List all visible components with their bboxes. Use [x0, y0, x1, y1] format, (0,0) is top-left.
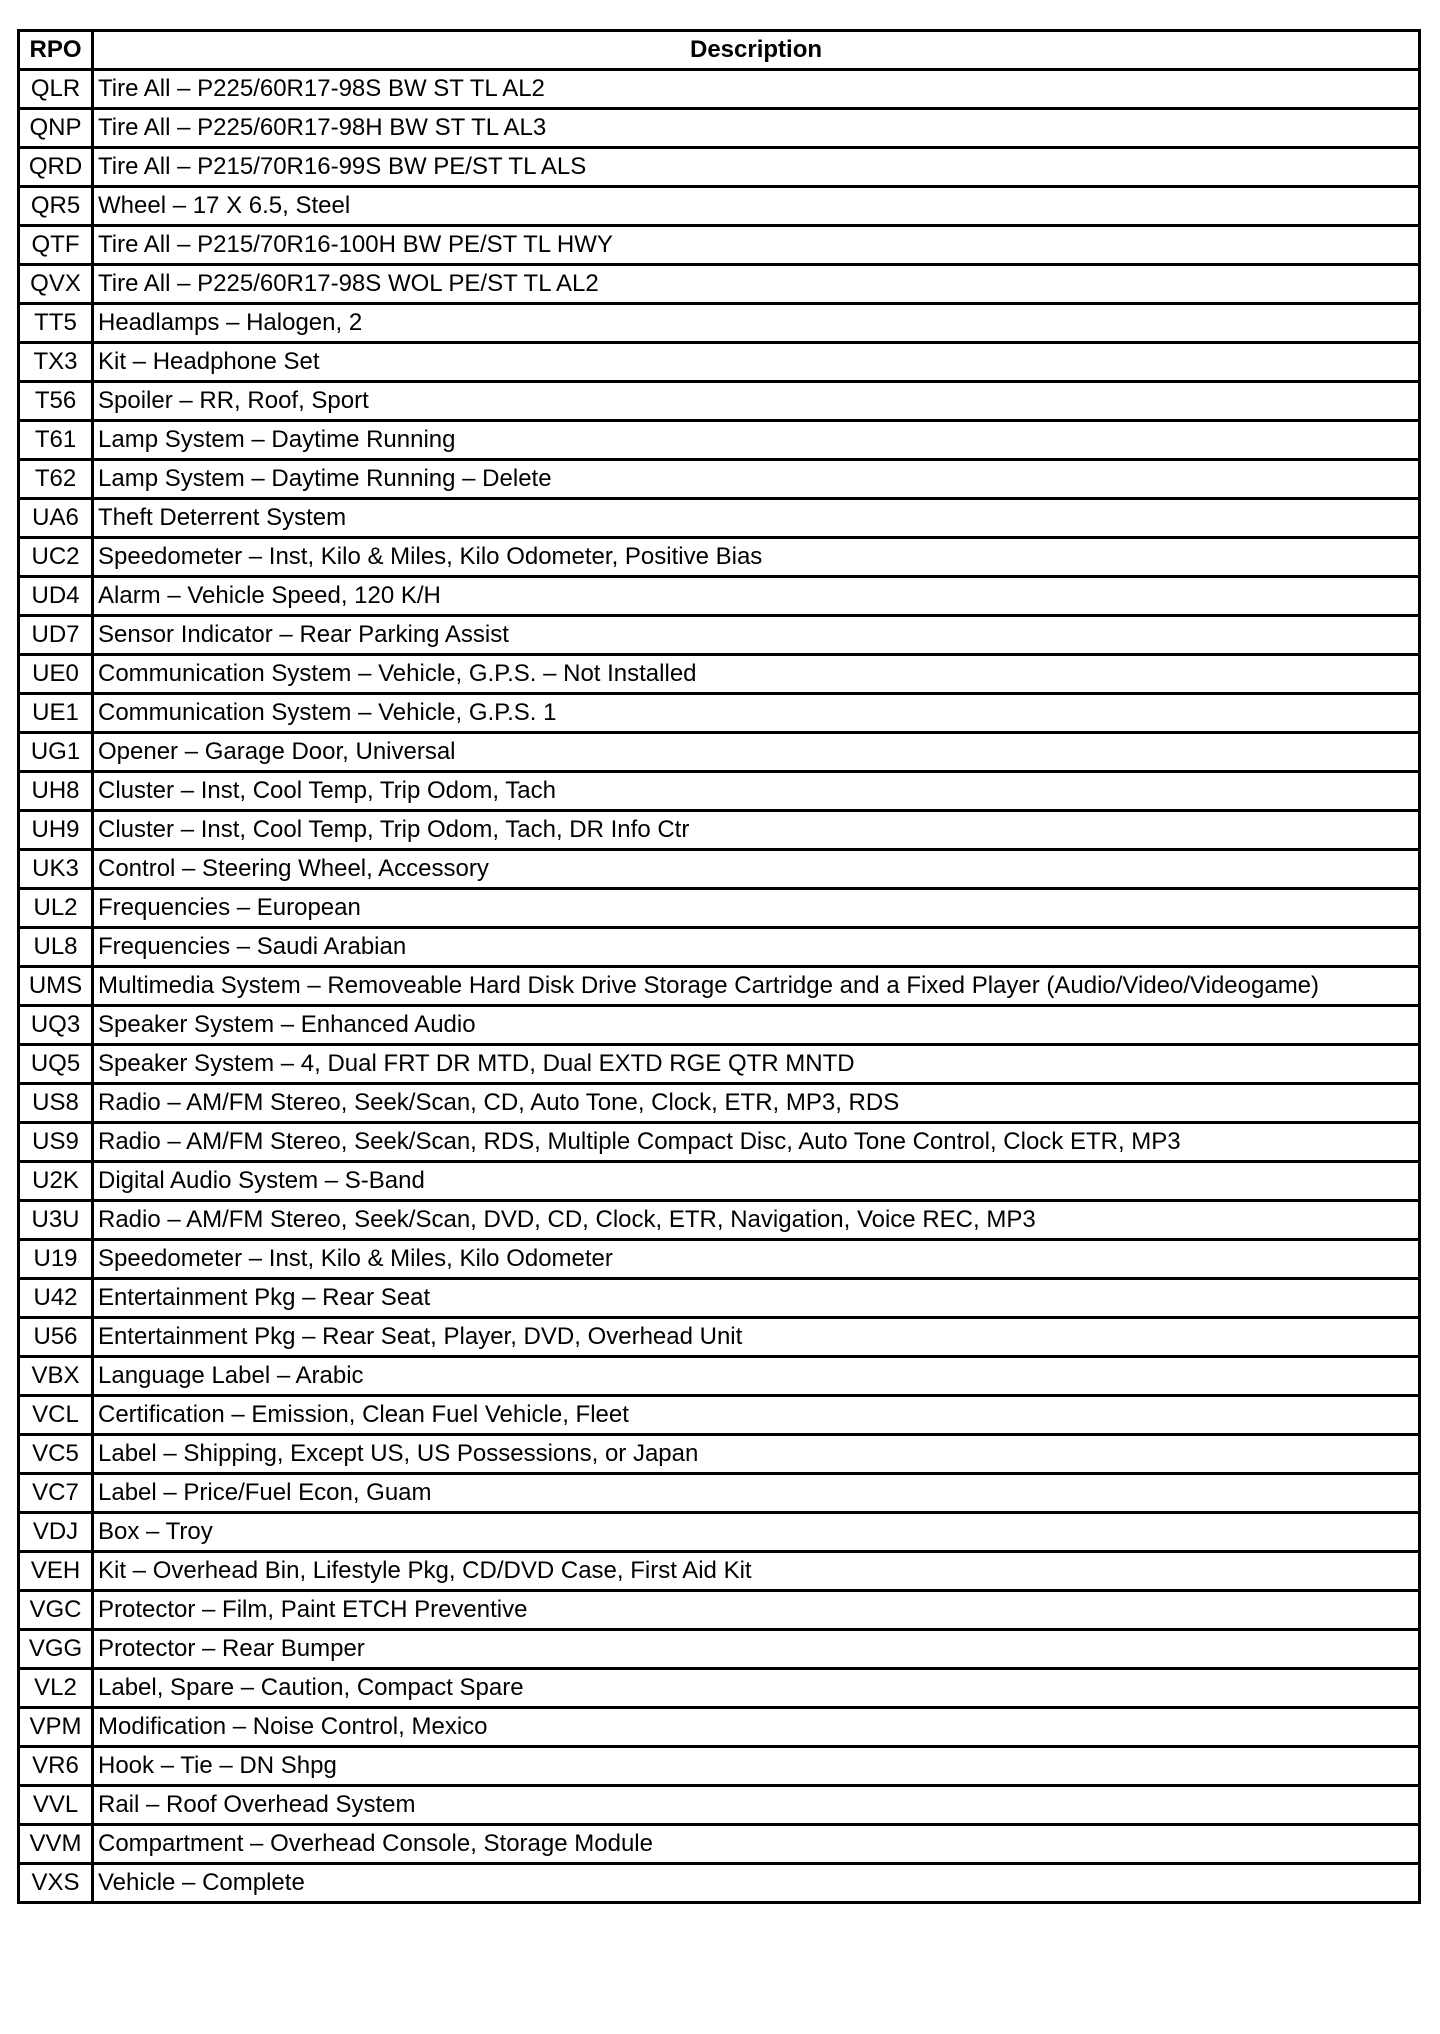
table-row: [19, 655, 1420, 694]
table-row: [19, 1864, 1420, 1903]
rpo-description: Cluster – Inst, Cool Temp, Trip Odom, Tach, DR Info Ctr: [93, 811, 1420, 850]
rpo-code: VCL: [19, 1396, 93, 1435]
table-row: [19, 1123, 1420, 1162]
rpo-description: Radio – AM/FM Stereo, Seek/Scan, DVD, CD, Clock, ETR, Navigation, Voice REC, MP3: [93, 1201, 1420, 1240]
table-row: [19, 1630, 1420, 1669]
rpo-code: UQ5: [19, 1045, 93, 1084]
table-row: [19, 1318, 1420, 1357]
rpo-description: Tire All – P215/70R16-100H BW PE/ST TL HWY: [93, 226, 1420, 265]
rpo-code: VPM: [19, 1708, 93, 1747]
table-row: [19, 1240, 1420, 1279]
rpo-description: Entertainment Pkg – Rear Seat, Player, DVD, Overhead Unit: [93, 1318, 1420, 1357]
rpo-description: Speedometer – Inst, Kilo & Miles, Kilo Odometer: [93, 1240, 1420, 1279]
rpo-code: QRD: [19, 148, 93, 187]
table-row: [19, 421, 1420, 460]
rpo-description: Theft Deterrent System: [93, 499, 1420, 538]
rpo-code: U19: [19, 1240, 93, 1279]
table-row: [19, 850, 1420, 889]
rpo-code: UC2: [19, 538, 93, 577]
rpo-code: U56: [19, 1318, 93, 1357]
rpo-description: Headlamps – Halogen, 2: [93, 304, 1420, 343]
rpo-code: UL2: [19, 889, 93, 928]
table-row: [19, 1669, 1420, 1708]
rpo-description: Label, Spare – Caution, Compact Spare: [93, 1669, 1420, 1708]
rpo-code: UG1: [19, 733, 93, 772]
rpo-description: Kit – Headphone Set: [93, 343, 1420, 382]
table-row: [19, 1006, 1420, 1045]
table-row: [19, 343, 1420, 382]
table-row: [19, 889, 1420, 928]
table-row: [19, 70, 1420, 109]
table-row: [19, 1708, 1420, 1747]
rpo-code: VGC: [19, 1591, 93, 1630]
rpo-code: T56: [19, 382, 93, 421]
table-row: [19, 1435, 1420, 1474]
header-rpo: RPO: [19, 31, 93, 70]
rpo-code: UD7: [19, 616, 93, 655]
rpo-description: Speaker System – 4, Dual FRT DR MTD, Dual EXTD RGE QTR MNTD: [93, 1045, 1420, 1084]
rpo-description: Tire All – P215/70R16-99S BW PE/ST TL ALS: [93, 148, 1420, 187]
rpo-code: QTF: [19, 226, 93, 265]
table-row: [19, 1357, 1420, 1396]
rpo-description: Box – Troy: [93, 1513, 1420, 1552]
rpo-code: UL8: [19, 928, 93, 967]
rpo-code: VEH: [19, 1552, 93, 1591]
rpo-description: Language Label – Arabic: [93, 1357, 1420, 1396]
table-row: [19, 187, 1420, 226]
rpo-code: U2K: [19, 1162, 93, 1201]
table-row: [19, 1279, 1420, 1318]
rpo-code: QR5: [19, 187, 93, 226]
table-row: [19, 382, 1420, 421]
table-row: [19, 304, 1420, 343]
table-row: [19, 1552, 1420, 1591]
rpo-code: QLR: [19, 70, 93, 109]
rpo-description: Lamp System – Daytime Running: [93, 421, 1420, 460]
rpo-description: Communication System – Vehicle, G.P.S. 1: [93, 694, 1420, 733]
rpo-description: Label – Shipping, Except US, US Possessions, or Japan: [93, 1435, 1420, 1474]
rpo-code: UQ3: [19, 1006, 93, 1045]
rpo-description: Control – Steering Wheel, Accessory: [93, 850, 1420, 889]
rpo-description: Sensor Indicator – Rear Parking Assist: [93, 616, 1420, 655]
table-row: [19, 733, 1420, 772]
rpo-code: UH8: [19, 772, 93, 811]
table-row: [19, 811, 1420, 850]
table-row: [19, 109, 1420, 148]
rpo-description: Multimedia System – Removeable Hard Disk Drive Storage Cartridge and a Fixed Player (Audio/Video/Videogame): [93, 967, 1420, 1006]
rpo-description: Certification – Emission, Clean Fuel Vehicle, Fleet: [93, 1396, 1420, 1435]
rpo-description: Vehicle – Complete: [93, 1864, 1420, 1903]
rpo-description: Radio – AM/FM Stereo, Seek/Scan, RDS, Multiple Compact Disc, Auto Tone Control, Clock ETR, MP3: [93, 1123, 1420, 1162]
table-header: [19, 31, 1420, 70]
rpo-description: Cluster – Inst, Cool Temp, Trip Odom, Tach: [93, 772, 1420, 811]
rpo-code: VC5: [19, 1435, 93, 1474]
rpo-description: Lamp System – Daytime Running – Delete: [93, 460, 1420, 499]
table-row: [19, 226, 1420, 265]
rpo-code: VBX: [19, 1357, 93, 1396]
rpo-code: UK3: [19, 850, 93, 889]
header-row: [19, 31, 1420, 70]
rpo-code: VC7: [19, 1474, 93, 1513]
rpo-description: Protector – Rear Bumper: [93, 1630, 1420, 1669]
rpo-code: T61: [19, 421, 93, 460]
table-row: [19, 694, 1420, 733]
rpo-code: VVM: [19, 1825, 93, 1864]
rpo-code: VGG: [19, 1630, 93, 1669]
table-row: [19, 460, 1420, 499]
table-row: [19, 538, 1420, 577]
rpo-code: US9: [19, 1123, 93, 1162]
rpo-description: Radio – AM/FM Stereo, Seek/Scan, CD, Auto Tone, Clock, ETR, MP3, RDS: [93, 1084, 1420, 1123]
rpo-code: UA6: [19, 499, 93, 538]
table-row: [19, 1474, 1420, 1513]
table-row: [19, 1513, 1420, 1552]
table-row: [19, 1045, 1420, 1084]
rpo-code: UH9: [19, 811, 93, 850]
table-row: [19, 499, 1420, 538]
rpo-code: UE0: [19, 655, 93, 694]
rpo-description: Opener – Garage Door, Universal: [93, 733, 1420, 772]
rpo-description: Wheel – 17 X 6.5, Steel: [93, 187, 1420, 226]
rpo-description: Hook – Tie – DN Shpg: [93, 1747, 1420, 1786]
table-body: [19, 70, 1420, 1903]
table-row: [19, 577, 1420, 616]
rpo-code: U42: [19, 1279, 93, 1318]
rpo-description: Entertainment Pkg – Rear Seat: [93, 1279, 1420, 1318]
rpo-description: Rail – Roof Overhead System: [93, 1786, 1420, 1825]
rpo-code: VDJ: [19, 1513, 93, 1552]
rpo-code: QVX: [19, 265, 93, 304]
table-row: [19, 967, 1420, 1006]
table-row: [19, 1084, 1420, 1123]
rpo-description: Digital Audio System – S-Band: [93, 1162, 1420, 1201]
table-row: [19, 1747, 1420, 1786]
table-row: [19, 616, 1420, 655]
rpo-description: Compartment – Overhead Console, Storage Module: [93, 1825, 1420, 1864]
rpo-description: Kit – Overhead Bin, Lifestyle Pkg, CD/DVD Case, First Aid Kit: [93, 1552, 1420, 1591]
rpo-code: VL2: [19, 1669, 93, 1708]
rpo-description: Tire All – P225/60R17-98S BW ST TL AL2: [93, 70, 1420, 109]
rpo-code: VVL: [19, 1786, 93, 1825]
table-row: [19, 772, 1420, 811]
rpo-description: Speaker System – Enhanced Audio: [93, 1006, 1420, 1045]
table-row: [19, 1786, 1420, 1825]
rpo-description: Alarm – Vehicle Speed, 120 K/H: [93, 577, 1420, 616]
rpo-table: [17, 29, 1421, 1904]
rpo-description: Communication System – Vehicle, G.P.S. – Not Installed: [93, 655, 1420, 694]
table-row: [19, 1825, 1420, 1864]
rpo-description: Frequencies – European: [93, 889, 1420, 928]
rpo-description: Tire All – P225/60R17-98S WOL PE/ST TL AL2: [93, 265, 1420, 304]
rpo-description: Modification – Noise Control, Mexico: [93, 1708, 1420, 1747]
rpo-description: Tire All – P225/60R17-98H BW ST TL AL3: [93, 109, 1420, 148]
table-row: [19, 1162, 1420, 1201]
rpo-code: VR6: [19, 1747, 93, 1786]
rpo-description: Label – Price/Fuel Econ, Guam: [93, 1474, 1420, 1513]
header-description: Description: [93, 31, 1420, 70]
table-row: [19, 928, 1420, 967]
rpo-code: UD4: [19, 577, 93, 616]
rpo-code: U3U: [19, 1201, 93, 1240]
rpo-code: TX3: [19, 343, 93, 382]
rpo-code: TT5: [19, 304, 93, 343]
rpo-code: UMS: [19, 967, 93, 1006]
table-row: [19, 265, 1420, 304]
rpo-code: VXS: [19, 1864, 93, 1903]
rpo-description: Spoiler – RR, Roof, Sport: [93, 382, 1420, 421]
rpo-code: QNP: [19, 109, 93, 148]
table-row: [19, 148, 1420, 187]
table-row: [19, 1396, 1420, 1435]
rpo-code: US8: [19, 1084, 93, 1123]
table-row: [19, 1591, 1420, 1630]
rpo-description: Speedometer – Inst, Kilo & Miles, Kilo Odometer, Positive Bias: [93, 538, 1420, 577]
rpo-description: Protector – Film, Paint ETCH Preventive: [93, 1591, 1420, 1630]
table-row: [19, 1201, 1420, 1240]
rpo-code: T62: [19, 460, 93, 499]
rpo-code: UE1: [19, 694, 93, 733]
rpo-description: Frequencies – Saudi Arabian: [93, 928, 1420, 967]
